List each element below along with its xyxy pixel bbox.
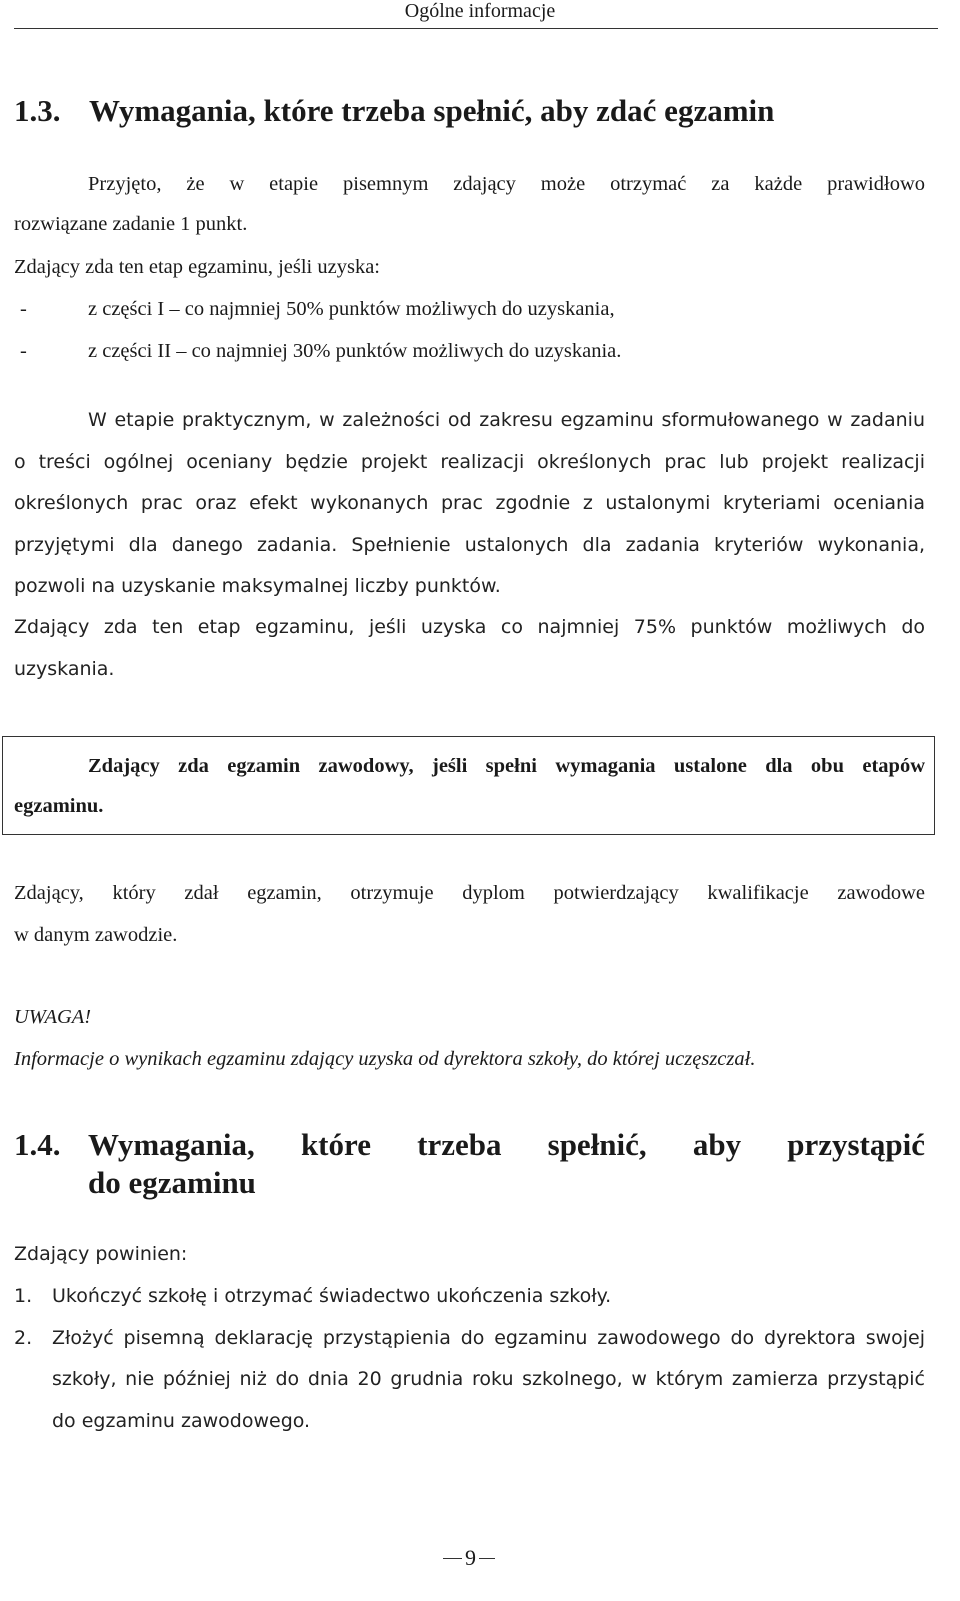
pass-requirement-box xyxy=(2,736,935,835)
box-line-2: egzaminu. xyxy=(14,795,104,817)
diploma-line-1: Zdający, który zdał egzamin, otrzymuje dyplom potwierdzający kwalifikacje zawodowe xyxy=(14,882,925,904)
item-2-number: 2. xyxy=(14,1327,33,1349)
note-text: Informacje o wynikach egzaminu zdający uzyska od dyrektora szkoły, do której uczęszczał. xyxy=(14,1048,756,1070)
practical-line-1: W etapie praktycznym, w zależności od zakresu egzaminu sformułowanego w zadaniu xyxy=(88,409,925,431)
item-2-line-1: Złożyć pisemną deklarację przystąpienia do egzaminu zawodowego do dyrektora swojej xyxy=(52,1327,925,1349)
bullet-text-1: z części I – co najmniej 50% punktów możliwych do uzyskania, xyxy=(88,298,615,320)
practical-line-5: pozwoli na uzyskanie maksymalnej liczby punktów. xyxy=(14,575,501,597)
practical-line-6: Zdający zda ten etap egzaminu, jeśli uzyska co najmniej 75% punktów możliwych do xyxy=(14,616,925,638)
note-label: UWAGA! xyxy=(14,1006,92,1028)
section-1-4-title-line-1 xyxy=(88,1127,925,1163)
item-1-text: Ukończyć szkołę i otrzymać świadectwo ukończenia szkoły. xyxy=(52,1285,612,1307)
practical-line-3: określonych prac oraz efekt wykonanych prac zgodnie z ustalonymi kryteriami oceniania xyxy=(14,492,925,514)
section-1-3-heading xyxy=(14,93,774,129)
section-1-3-title: Wymagania, które trzeba spełnić, aby zdać egzamin xyxy=(89,93,775,128)
diploma-line-2: w danym zawodzie. xyxy=(14,924,178,946)
bullet-dash-1: - xyxy=(20,298,27,320)
section-1-3-number: 1.3. xyxy=(14,93,61,128)
written-para-line-1: Przyjęto, że w etapie pisemnym zdający może otrzymać za każde prawidłowo xyxy=(88,173,925,195)
item-2-line-2: szkoły, nie później niż do dnia 20 grudnia roku szkolnego, w którym zamierza przystąpić xyxy=(52,1368,925,1390)
section-1-4-number: 1.4. xyxy=(14,1127,61,1162)
practical-line-7: uzyskania. xyxy=(14,658,115,680)
page-number: 9 xyxy=(462,1545,479,1571)
title-word: Wymagania, xyxy=(88,1127,255,1162)
header-rule xyxy=(14,28,938,29)
box-line-1: Zdający zda egzamin zawodowy, jeśli spełni wymagania ustalone dla obu etapów xyxy=(88,755,925,777)
title-word: przystąpić xyxy=(787,1127,925,1162)
practical-line-4: przyjętymi dla danego zadania. Spełnienie ustalonych dla zadania kryteriów wykonania, xyxy=(14,534,925,556)
bullet-text-2: z części II – co najmniej 30% punktów możliwych do uzyskania. xyxy=(88,340,622,362)
item-2-line-3: do egzaminu zawodowego. xyxy=(52,1410,311,1432)
section-1-4-title-line-2: do egzaminu xyxy=(88,1165,256,1200)
written-pass-intro: Zdający zda ten etap egzaminu, jeśli uzyska: xyxy=(14,256,380,278)
title-word: które xyxy=(300,1127,371,1162)
title-word: spełnić, xyxy=(547,1127,647,1162)
item-1-number: 1. xyxy=(14,1285,33,1307)
title-word: aby xyxy=(692,1127,742,1162)
bullet-dash-2: - xyxy=(20,340,27,362)
requirements-intro: Zdający powinien: xyxy=(14,1243,188,1265)
running-header: Ogólne informacje xyxy=(404,0,556,22)
written-para-line-2: rozwiązane zadanie 1 punkt. xyxy=(14,213,248,235)
practical-line-2: o treści ogólnej oceniany będzie projekt realizacji określonych prac lub projekt realizacji xyxy=(14,451,925,473)
title-word: trzeba xyxy=(417,1127,502,1162)
